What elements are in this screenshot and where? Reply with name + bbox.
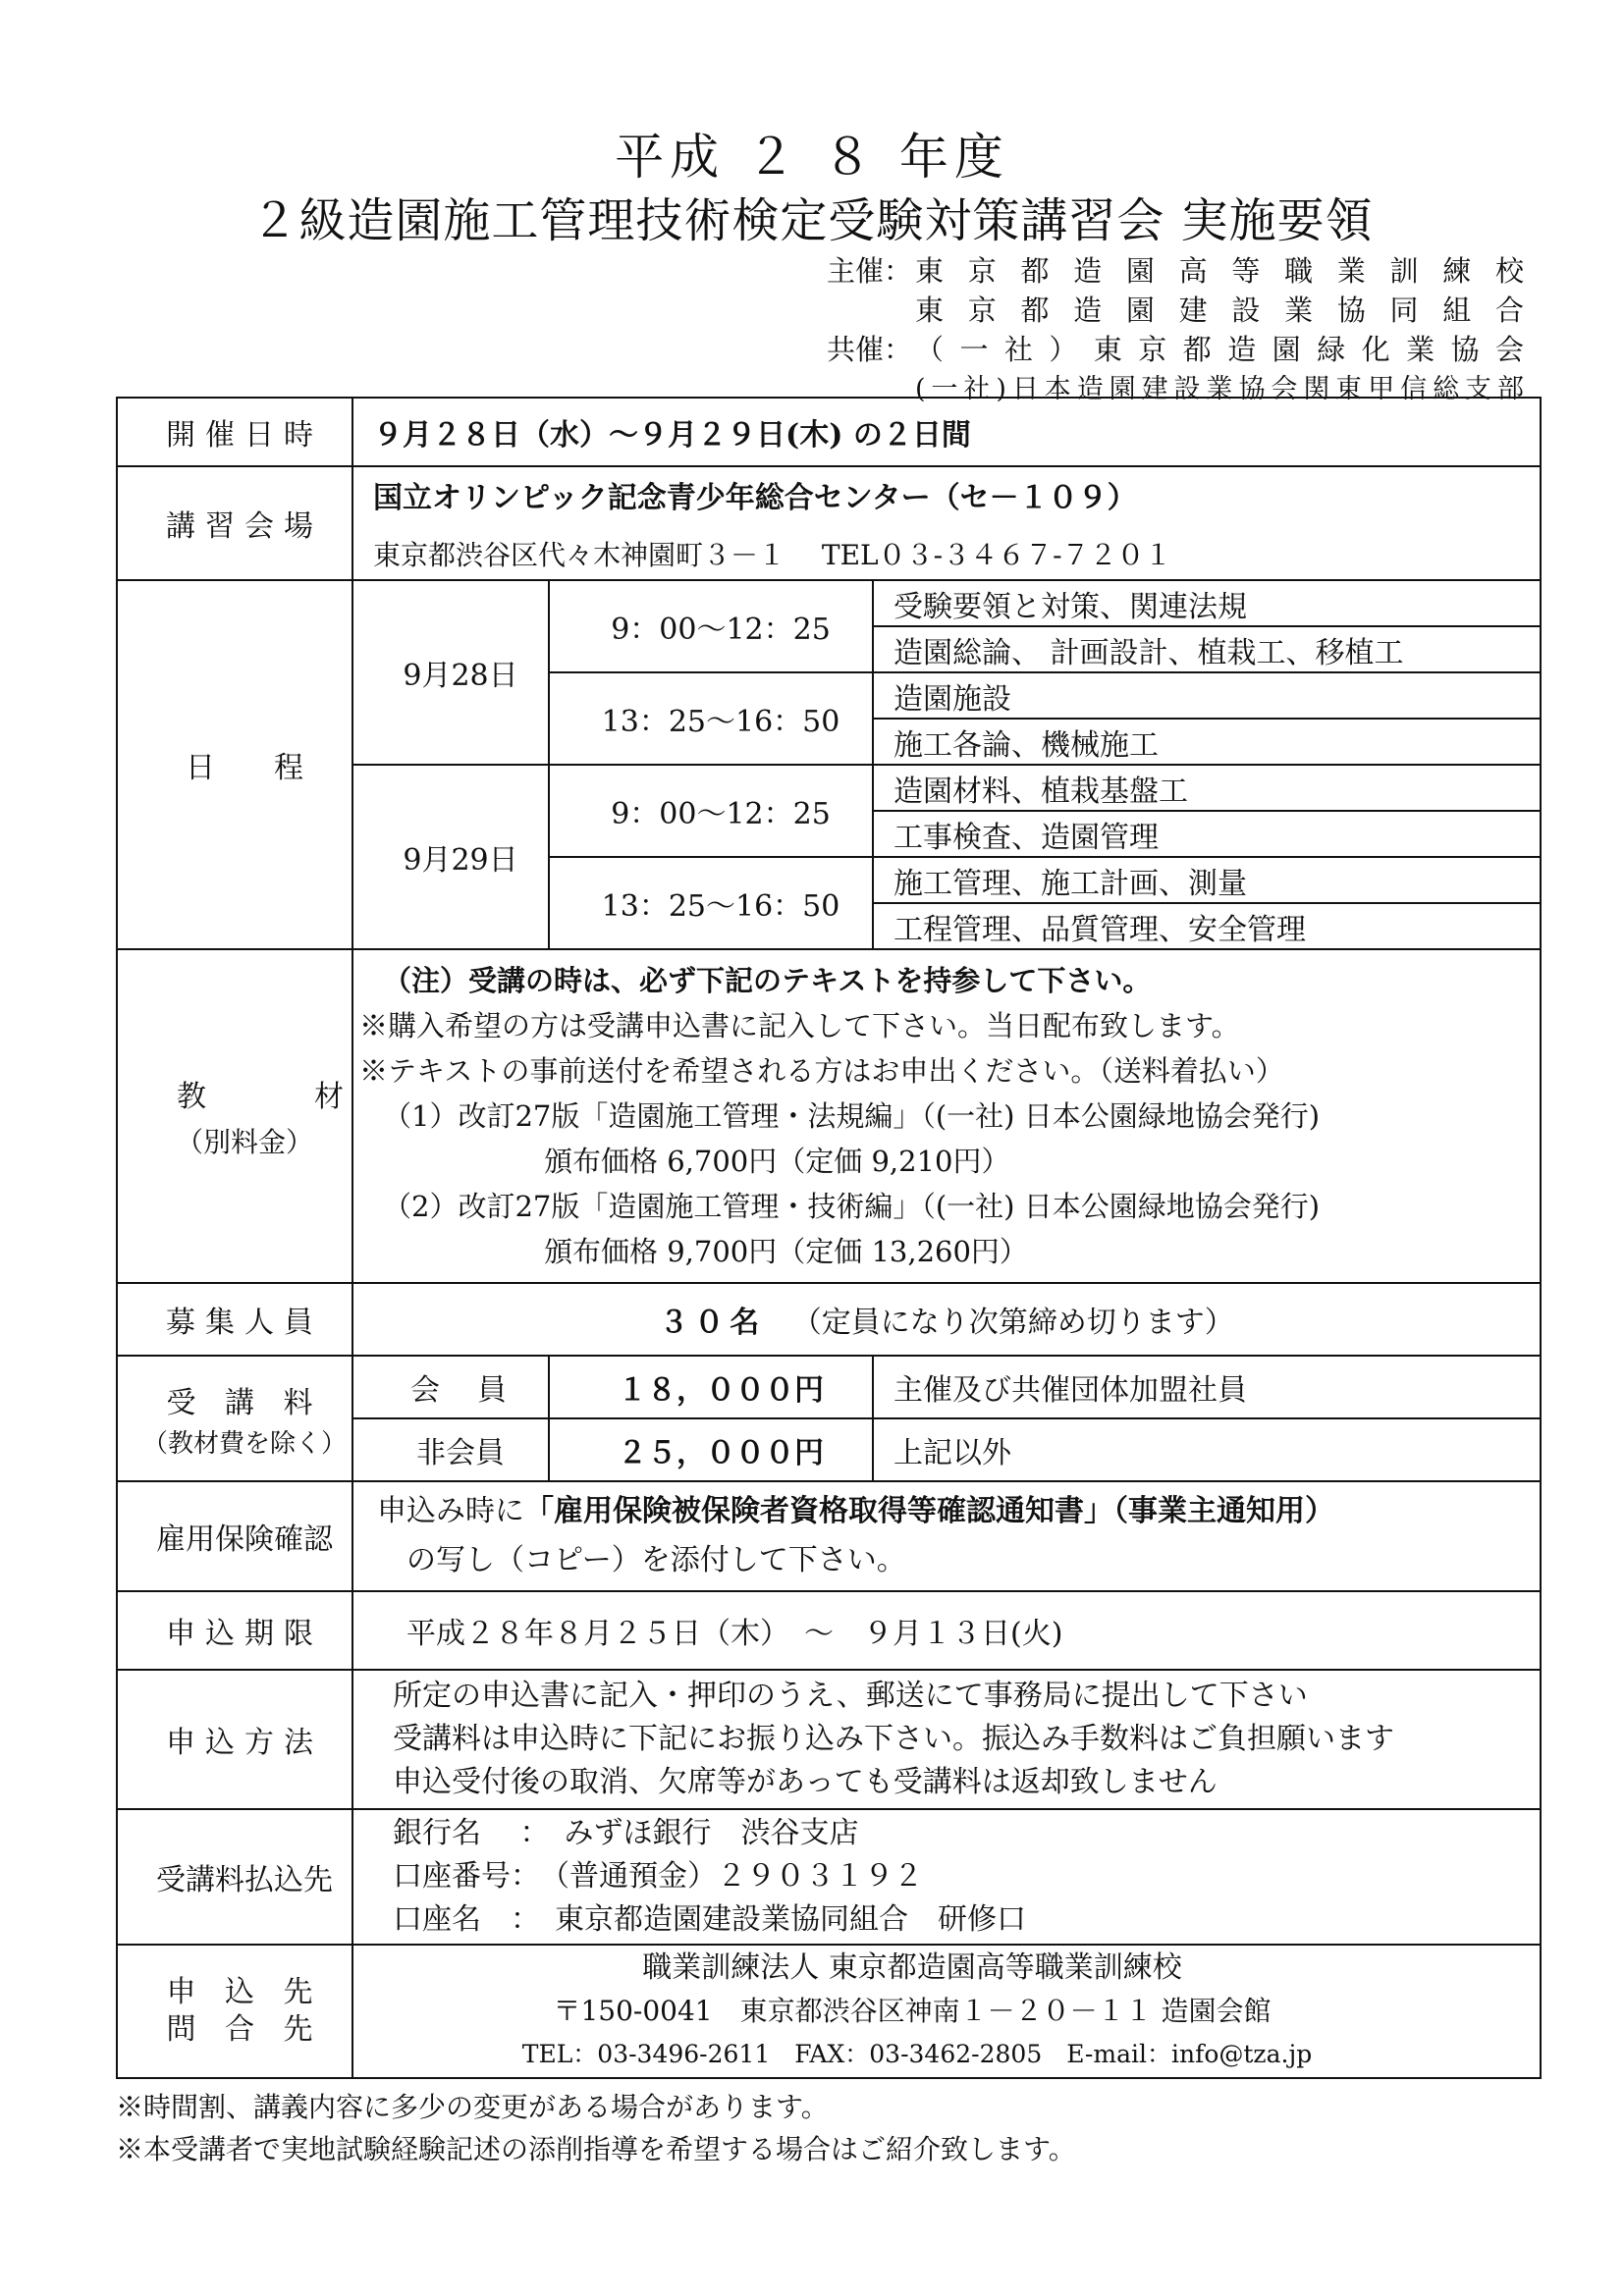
method-line: 受講料は申込時に下記にお振り込み下さい。振込み手数料はご負担願います	[393, 1722, 1394, 1756]
label-apply-to: 申 込 先	[166, 1975, 323, 2009]
label-insurance: 雇用保険確認	[117, 1481, 352, 1591]
insurance-doc: 「雇用保険被保険者資格取得等確認通知書」（事業主通知用）	[524, 1494, 1334, 1528]
info-table	[116, 397, 1542, 2079]
deadline-value: 平成２８年８月２５日（木） ～ ９月１３日(火)	[352, 1591, 1541, 1670]
host-2: 東京都造園建設業協同組合	[915, 294, 1524, 327]
row-payment	[117, 1809, 1541, 1945]
payment-account-name: 口座名 ： 東京都造園建設業協同組合 研修口	[393, 1902, 1026, 1937]
row-venue	[117, 466, 1541, 580]
host-line-2	[827, 289, 1534, 329]
cohost-line-1	[827, 328, 1534, 368]
capacity-note: （定員になり次第締め切ります）	[791, 1306, 1234, 1340]
label-payment: 受講料払込先	[117, 1809, 352, 1945]
title-year: 平成 ２ ８ 年度	[615, 129, 1009, 186]
fee-nonmember-type: 非会員	[352, 1418, 549, 1481]
row-contact	[117, 1945, 1541, 2078]
cohost-2: (一社)日本造園建設業協会関東甲信総支部	[915, 374, 1524, 404]
title-main: ２級造園施工管理技術検定受験対策講習会 実施要領	[250, 193, 1374, 248]
label-schedule: 日 程	[117, 580, 352, 949]
materials-line: （注）受講の時は、必ず下記のテキストを持参して下さい。	[383, 964, 1152, 997]
schedule-time: 9：00～12：25	[549, 765, 873, 857]
schedule-topic: 施工管理、施工計画、測量	[873, 857, 1541, 903]
row-insurance	[117, 1481, 1541, 1591]
label-inquiry: 問 合 先	[166, 2012, 323, 2047]
host-line-1	[827, 249, 1534, 290]
contact-tel: TEL：03-3496-2611 FAX：03-3462-2805 E-mail：info@tza.jp	[521, 2040, 1313, 2068]
fee-member-amount: １８，０００円	[549, 1356, 873, 1418]
materials-line: ※テキストの事前送付を希望される方はお申出ください。（送料着払い）	[359, 1054, 1284, 1088]
footnote: ※時間割、講義内容に多少の変更がある場合があります。	[116, 2091, 829, 2123]
row-materials	[117, 949, 1541, 1283]
venue-name: 国立オリンピック記念青少年総合センター（セ－１０９）	[373, 481, 1137, 515]
row-fee-member	[117, 1356, 1541, 1418]
insurance-line2: の写し（コピー）を添付して下さい。	[406, 1543, 906, 1577]
contact-address: 〒150-0041 東京都渋谷区神南１－２０－１１ 造園会館	[553, 1995, 1272, 2027]
label-method: 申込方法	[117, 1670, 352, 1809]
materials-line: （1）改訂27版「造園施工管理・法規編」（(一社) 日本公園緑地協会発行)	[383, 1099, 1321, 1133]
label-capacity: 募集人員	[117, 1283, 352, 1356]
schedule-topic: 工事検査、造園管理	[873, 811, 1541, 857]
host-1: 東京都造園高等職業訓練校	[915, 254, 1524, 288]
schedule-topic: 工程管理、品質管理、安全管理	[873, 903, 1541, 949]
capacity-count: ３０名	[659, 1306, 766, 1340]
materials-line: （2）改訂27版「造園施工管理・技術編」（(一社) 日本公園緑地協会発行)	[383, 1190, 1321, 1223]
host-label: 主催：	[827, 254, 913, 288]
method-line: 申込受付後の取消、欠席等があっても受講料は返却致しません	[393, 1765, 1218, 1799]
schedule-topic: 造園総論、 計画設計、植栽工、移植工	[873, 626, 1541, 672]
schedule-topic: 造園材料、植栽基盤工	[873, 765, 1541, 811]
row-capacity	[117, 1283, 1541, 1356]
schedule-day-1: 9月28日	[352, 580, 549, 765]
row-date	[117, 398, 1541, 466]
materials-line: 頒布価格 6,700円（定価 9,210円）	[544, 1145, 1010, 1178]
schedule-time: 9：00～12：25	[549, 580, 873, 672]
row-deadline	[117, 1591, 1541, 1670]
fee-member-type: 会 員	[352, 1356, 549, 1418]
method-line: 所定の申込書に記入・押印のうえ、郵送にて事務局に提出して下さい	[393, 1679, 1308, 1713]
payment-account-number: 口座番号： （普通預金）２９０３１９２	[393, 1859, 923, 1894]
label-fee-sub: （教材費を除く）	[141, 1428, 347, 1459]
schedule-row	[117, 580, 1541, 626]
label-venue: 講習会場	[117, 466, 352, 580]
label-materials: 教 材	[177, 1080, 383, 1114]
fee-nonmember-desc: 上記以外	[873, 1418, 1541, 1481]
payment-bank: 銀行名 ： みずほ銀行 渋谷支店	[393, 1816, 859, 1850]
schedule-time: 13：25～16：50	[549, 857, 873, 949]
cohost-1: （一社）東京都造園緑化業協会	[915, 333, 1524, 366]
cohost-label: 共催：	[827, 333, 913, 366]
fee-member-desc: 主催及び共催団体加盟社員	[873, 1356, 1541, 1418]
value-date: ９月２８日（水）～９月２９日(木) の２日間	[352, 398, 1541, 466]
row-method	[117, 1670, 1541, 1809]
label-deadline: 申込期限	[117, 1591, 352, 1670]
fee-nonmember-amount: ２５，０００円	[549, 1418, 873, 1481]
materials-line: ※購入希望の方は受講申込書に記入して下さい。当日配布致します。	[359, 1009, 1240, 1042]
contact-name: 職業訓練法人 東京都造園高等職業訓練校	[642, 1950, 1182, 1985]
label-fee: 受 講 料	[166, 1385, 323, 1420]
label-date: 開催日時	[117, 398, 352, 466]
materials-line: 頒布価格 9,700円（定価 13,260円）	[544, 1235, 1028, 1268]
insurance-prefix: 申込み時に	[377, 1494, 524, 1528]
venue-address: 東京都渋谷区代々木神園町３－１ TEL０３-３４６７-７２０１	[373, 539, 1172, 571]
schedule-day-2: 9月29日	[352, 765, 549, 949]
schedule-topic: 受験要領と対策、関連法規	[873, 580, 1541, 626]
schedule-time: 13：25～16：50	[549, 672, 873, 765]
footnote: ※本受講者で実地試験経験記述の添削指導を希望する場合はご紹介致します。	[116, 2133, 1076, 2165]
label-materials-sub: （別料金）	[175, 1126, 313, 1158]
schedule-topic: 造園施設	[873, 672, 1541, 719]
schedule-topic: 施工各論、機械施工	[873, 719, 1541, 765]
